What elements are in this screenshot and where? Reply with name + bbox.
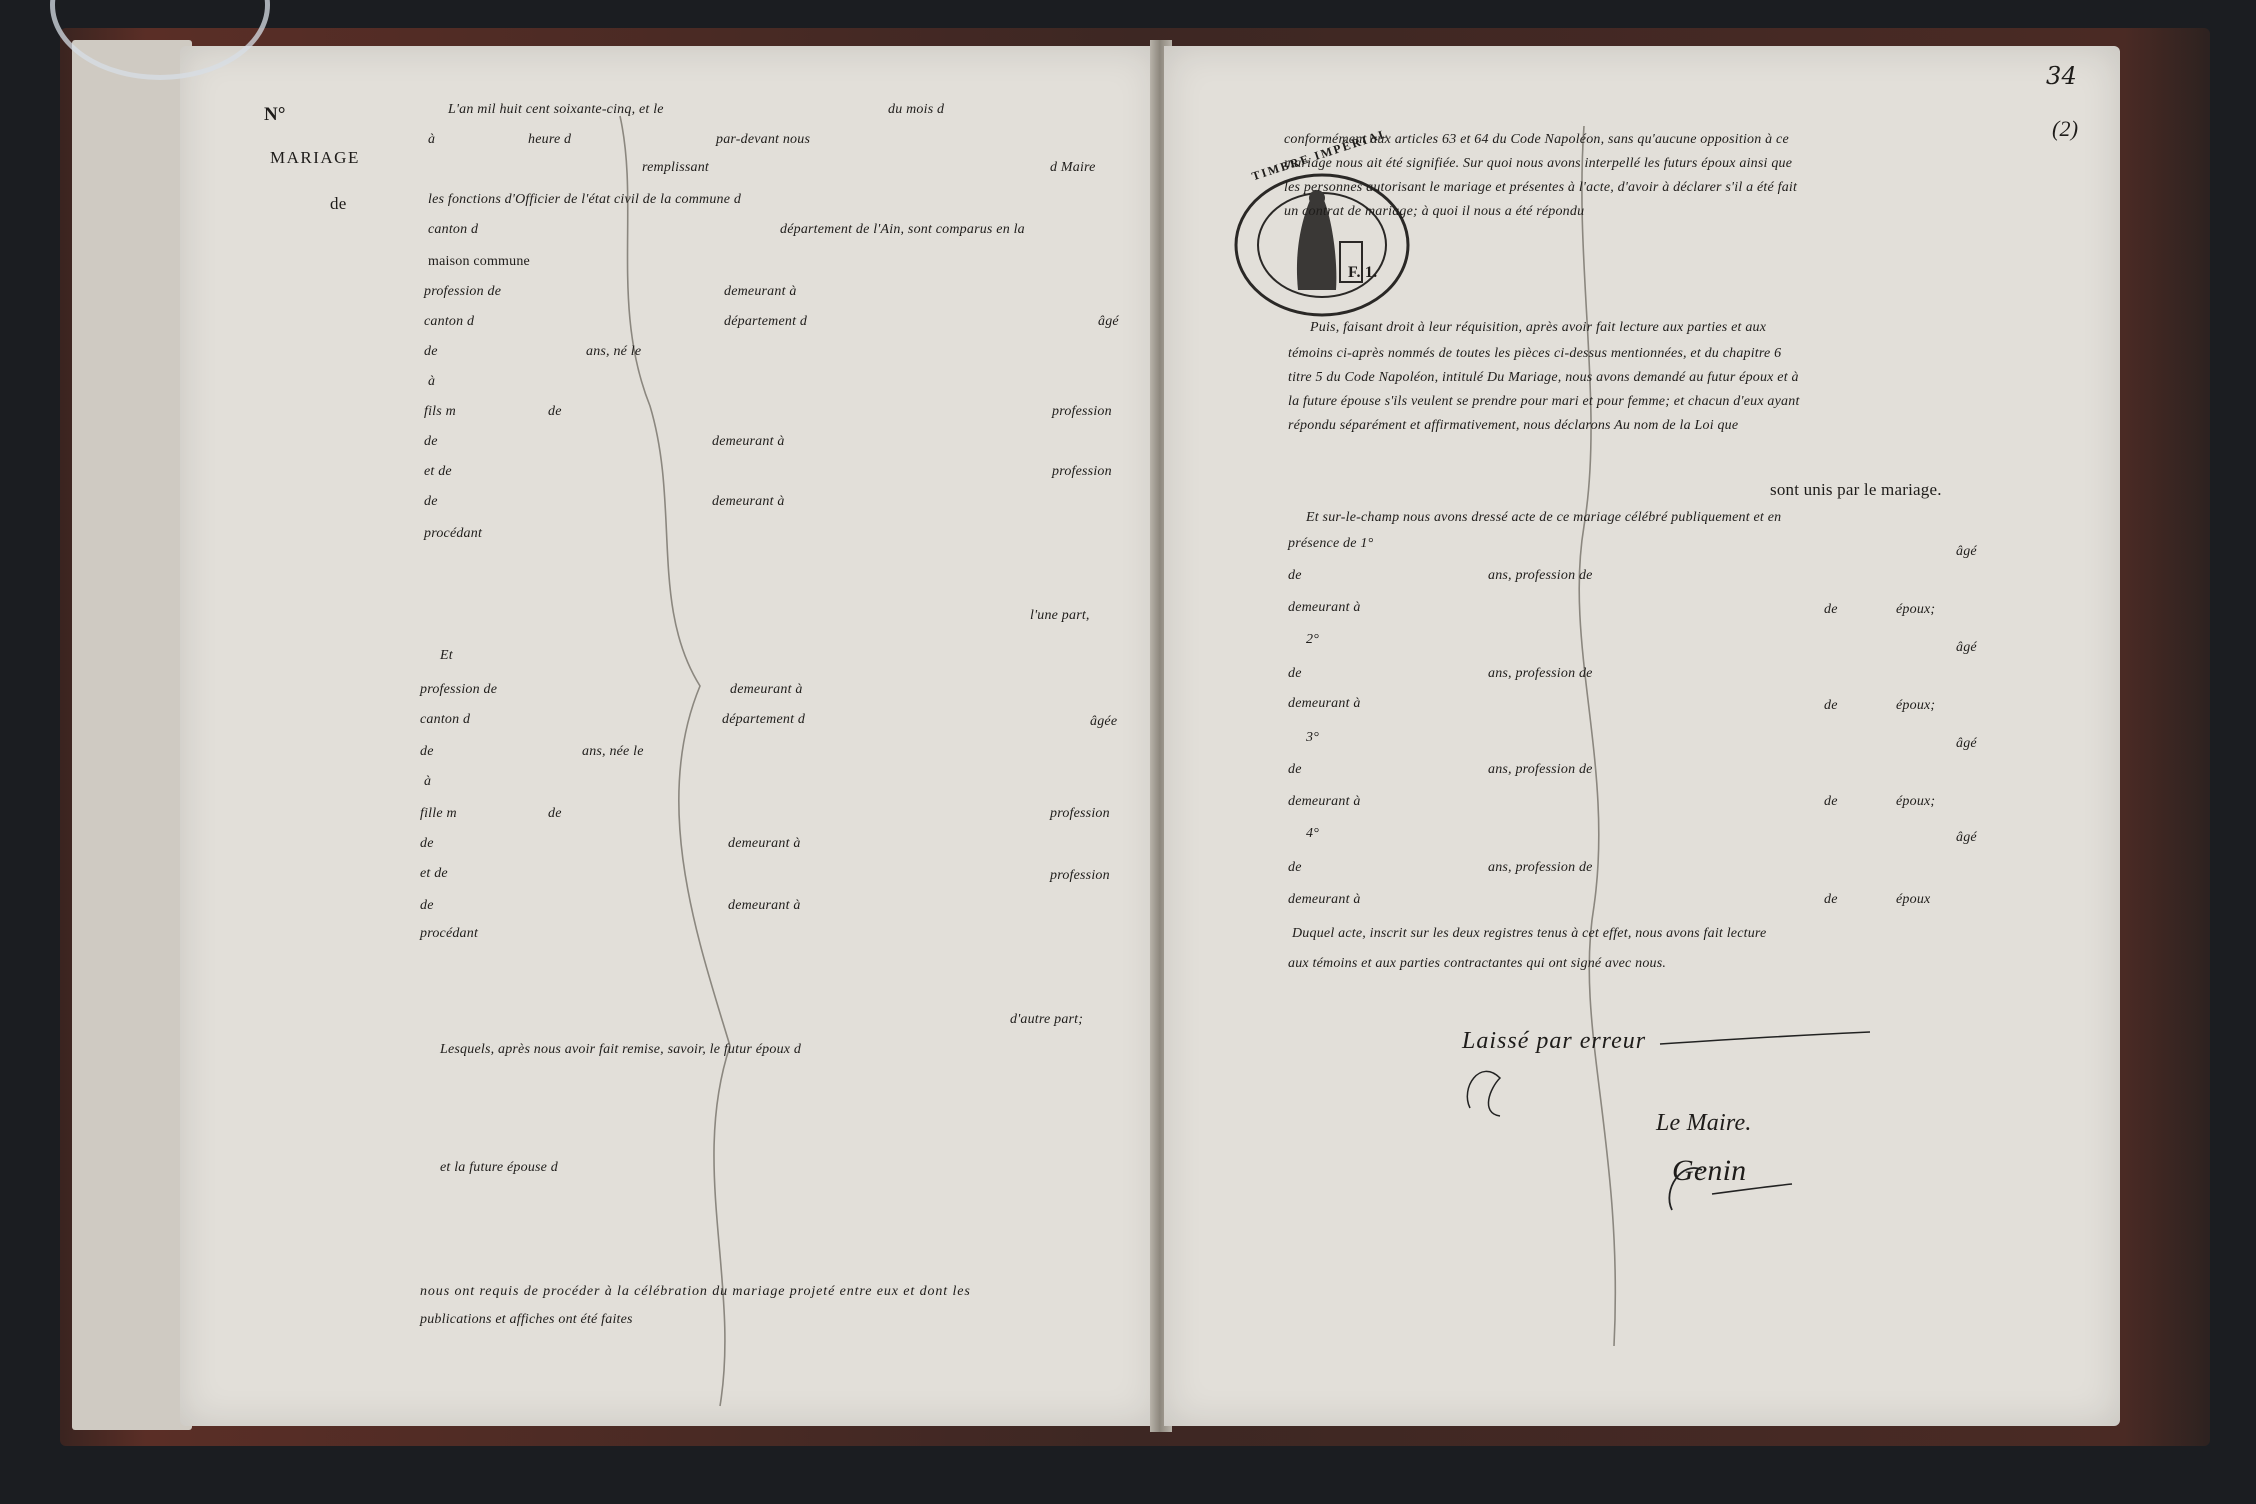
form-line: âgée bbox=[1090, 714, 1118, 729]
cover-edge bbox=[72, 40, 192, 1430]
form-line: Et bbox=[440, 648, 453, 663]
folio-number: 34 bbox=[2046, 62, 2077, 90]
form-line: Duquel acte, inscrit sur les deux registres tenus à cet effet, nous avons fait lecture bbox=[1292, 926, 1767, 941]
form-line: à bbox=[428, 132, 436, 147]
form-line: époux; bbox=[1896, 698, 1936, 713]
form-line: témoins ci-après nommés de toutes les pièces ci-dessus mentionnées, et du chapitre 6 bbox=[1288, 346, 1782, 361]
form-line: fille m bbox=[420, 806, 457, 821]
form-line: fils m bbox=[424, 404, 456, 419]
form-line: de bbox=[424, 344, 438, 359]
form-line: de bbox=[1824, 794, 1838, 809]
form-line: procédant bbox=[424, 526, 483, 541]
form-line: répondu séparément et affirmativement, nous déclarons Au nom de la Loi que bbox=[1288, 418, 1739, 433]
form-line: demeurant à bbox=[712, 434, 785, 449]
form-line: canton d bbox=[424, 314, 475, 329]
form-line: demeurant à bbox=[728, 836, 801, 851]
form-line: profession bbox=[1050, 806, 1110, 821]
form-line: procédant bbox=[420, 926, 479, 941]
form-line: de bbox=[420, 836, 434, 851]
form-line: la future épouse s'ils veulent se prendre pour mari et pour femme; et chacun d'eux ayant bbox=[1288, 394, 1800, 409]
form-line: de bbox=[1288, 666, 1302, 681]
handwritten-note-text: Laissé par erreur bbox=[1462, 1028, 1647, 1054]
stamp-top-text: TIMBRE IMPÉRIAL bbox=[1250, 125, 1391, 184]
form-line: les personnes autorisant le mariage et présentes à l'acte, d'avoir à déclarer s'il a été fait bbox=[1284, 180, 1798, 195]
form-line: de bbox=[1824, 698, 1838, 713]
form-line: sont unis par le mariage. bbox=[1770, 480, 1942, 499]
mayor-signature: Genin bbox=[1672, 1154, 1747, 1187]
form-line: canton d bbox=[420, 712, 471, 727]
handwritten-mayor-title: Le Maire. bbox=[1656, 1110, 1752, 1136]
form-line: d'autre part; bbox=[1010, 1012, 1084, 1027]
form-line: de bbox=[420, 898, 434, 913]
form-line: département d bbox=[724, 314, 808, 329]
form-line: âgé bbox=[1098, 314, 1119, 329]
form-line: aux témoins et aux parties contractantes qui ont signé avec nous. bbox=[1288, 956, 1667, 971]
form-line: mariage nous ait été signifiée. Sur quoi nous avons interpellé les futurs époux ainsi que bbox=[1284, 156, 1793, 171]
form-line: demeurant à bbox=[712, 494, 785, 509]
form-line: 4° bbox=[1306, 826, 1319, 841]
form-line: profession bbox=[1052, 464, 1112, 479]
form-line: ans, profession de bbox=[1488, 762, 1593, 777]
form-line: ans, profession de bbox=[1488, 860, 1593, 875]
form-line: par-devant nous bbox=[716, 132, 811, 147]
mariage-heading: MARIAGE bbox=[270, 148, 360, 167]
form-line: à bbox=[428, 374, 436, 389]
form-line: demeurant à bbox=[1288, 794, 1361, 809]
form-line: et de bbox=[424, 464, 452, 479]
signature-flourish bbox=[1652, 1150, 1802, 1225]
form-line: 3° bbox=[1306, 730, 1319, 745]
form-line: titre 5 du Code Napoléon, intitulé Du Mariage, nous avons demandé au futur époux et à bbox=[1288, 370, 1799, 385]
entry-number-label: N° bbox=[264, 104, 286, 125]
form-line: ans, profession de bbox=[1488, 666, 1593, 681]
form-line: de bbox=[1288, 762, 1302, 777]
form-line: publications et affiches ont été faites bbox=[420, 1312, 633, 1327]
form-line: âgé bbox=[1956, 640, 1977, 655]
form-line: heure d bbox=[528, 132, 572, 147]
form-line: de bbox=[1824, 892, 1838, 907]
form-line: profession bbox=[1050, 868, 1110, 883]
form-line: un contrat de mariage; à quoi il nous a été répondu bbox=[1284, 204, 1585, 219]
form-line: époux; bbox=[1896, 602, 1936, 617]
form-line: ans, née le bbox=[582, 744, 644, 759]
form-line: d Maire bbox=[1050, 160, 1096, 175]
form-line: département d bbox=[722, 712, 806, 727]
form-line: profession de bbox=[420, 682, 498, 697]
form-line: époux bbox=[1896, 892, 1931, 907]
form-line: de bbox=[420, 744, 434, 759]
form-line: de bbox=[424, 434, 438, 449]
stamp-value: F. 1. bbox=[1348, 264, 1378, 281]
form-line: de bbox=[424, 494, 438, 509]
form-line: demeurant à bbox=[724, 284, 797, 299]
form-line: L'an mil huit cent soixante-cinq, et le bbox=[448, 102, 664, 117]
form-line: profession bbox=[1052, 404, 1112, 419]
form-line: du mois d bbox=[888, 102, 945, 117]
form-line: l'une part, bbox=[1030, 608, 1090, 623]
form-line: ans, né le bbox=[586, 344, 642, 359]
form-line: et la future épouse d bbox=[440, 1160, 558, 1175]
form-line: profession de bbox=[424, 284, 502, 299]
form-line: demeurant à bbox=[1288, 696, 1361, 711]
form-line: Puis, faisant droit à leur réquisition, après avoir fait lecture aux parties et aux bbox=[1310, 320, 1767, 335]
form-line: remplissant bbox=[642, 160, 710, 175]
form-line: de bbox=[1824, 602, 1838, 617]
form-line: âgé bbox=[1956, 830, 1977, 845]
form-line: département de l'Ain, sont comparus en la bbox=[780, 222, 1025, 237]
form-line: à bbox=[424, 774, 432, 789]
form-line: âgé bbox=[1956, 544, 1977, 559]
form-line: conformément aux articles 63 et 64 du Code Napoléon, sans qu'aucune opposition à ce bbox=[1284, 132, 1789, 147]
form-line: les fonctions d'Officier de l'état civil de la commune d bbox=[428, 192, 742, 207]
form-line: demeurant à bbox=[728, 898, 801, 913]
form-line: demeurant à bbox=[1288, 600, 1361, 615]
form-line: époux; bbox=[1896, 794, 1936, 809]
form-line: de bbox=[1288, 568, 1302, 583]
de-label: de bbox=[330, 194, 347, 213]
form-line: demeurant à bbox=[730, 682, 803, 697]
form-line: canton d bbox=[428, 222, 479, 237]
form-line: Lesquels, après nous avoir fait remise, savoir, le futur époux d bbox=[440, 1042, 802, 1057]
form-line: maison commune bbox=[428, 254, 530, 269]
form-line: et de bbox=[420, 866, 448, 881]
form-line: demeurant à bbox=[1288, 892, 1361, 907]
form-line: de bbox=[1288, 860, 1302, 875]
form-line: présence de 1° bbox=[1288, 536, 1374, 551]
form-line: ans, profession de bbox=[1488, 568, 1593, 583]
form-line: Et sur-le-champ nous avons dressé acte de ce mariage célébré publiquement et en bbox=[1306, 510, 1782, 525]
form-line: de bbox=[548, 404, 562, 419]
form-line: de bbox=[548, 806, 562, 821]
folio-circle: (2) bbox=[2052, 116, 2079, 141]
left-page bbox=[180, 46, 1158, 1426]
form-line: 2° bbox=[1306, 632, 1319, 647]
form-line: nous ont requis de procéder à la célébration du mariage projeté entre eux et dont les bbox=[420, 1284, 971, 1299]
form-line: âgé bbox=[1956, 736, 1977, 751]
left-page-fold-crease bbox=[180, 46, 1158, 1426]
